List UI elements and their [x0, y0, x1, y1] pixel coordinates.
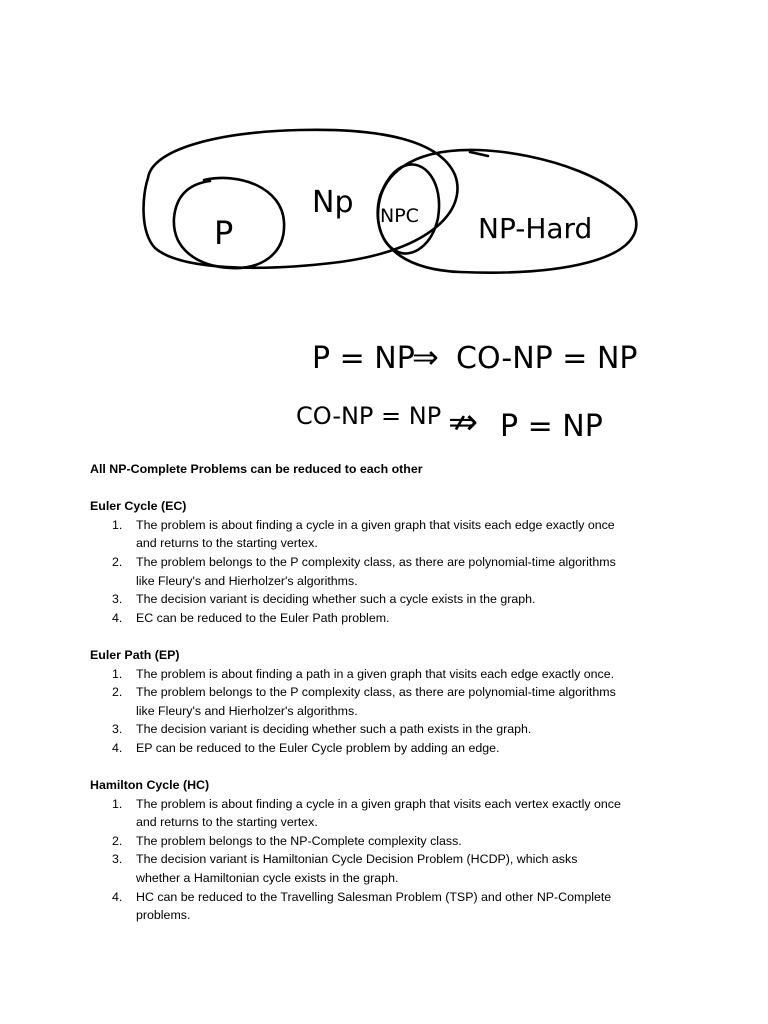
eq2-right: P = NP — [500, 409, 603, 444]
notes — [90, 460, 730, 925]
item-list — [90, 795, 730, 925]
item-number: 1. — [112, 796, 123, 811]
item-number: 1. — [112, 666, 123, 681]
eq2-arrow: ⇏ — [448, 402, 479, 443]
list-item — [90, 720, 730, 739]
label-npc: NPC — [380, 205, 419, 227]
item-number: 2. — [112, 685, 123, 700]
item-text-line: The problem is about finding a cycle in a given graph that visits each vertex exactly once — [136, 796, 621, 811]
item-number: 4. — [112, 740, 123, 755]
list-item — [90, 832, 730, 851]
item-number: 4. — [112, 610, 123, 625]
list-item — [90, 665, 730, 684]
item-text-line: The problem belongs to the P complexity class, as there are polynomial-time algorithms — [136, 685, 616, 700]
section — [90, 776, 730, 925]
complexity-class-diagram — [0, 0, 768, 460]
eq1-arrow: ⇒ — [412, 338, 439, 376]
item-number: 1. — [112, 517, 123, 532]
list-item — [90, 739, 730, 758]
item-text-line: The decision variant is Hamiltonian Cycle Decision Problem (HCDP), which asks — [136, 852, 578, 867]
item-number: 3. — [112, 722, 123, 737]
section — [90, 497, 730, 627]
item-number: 3. — [112, 592, 123, 607]
section — [90, 646, 730, 758]
label-np: Np — [312, 185, 354, 220]
eq1-right: CO-NP = NP — [456, 341, 638, 376]
item-number: 4. — [112, 889, 123, 904]
section-title: Euler Path (EP) — [90, 647, 180, 662]
item-text-line: The problem is about finding a path in a given graph that visits each edge exactly once. — [136, 666, 615, 681]
item-list — [90, 665, 730, 758]
list-item — [90, 683, 730, 720]
list-item — [90, 516, 730, 553]
item-text-line: The decision variant is deciding whether such a path exists in the graph. — [136, 722, 532, 737]
list-item — [90, 888, 730, 925]
list-item — [90, 590, 730, 609]
section-title: Hamilton Cycle (HC) — [90, 778, 210, 793]
item-text-line: and returns to the starting vertex. — [136, 536, 318, 551]
item-text-line: The problem belongs to the NP-Complete complexity class. — [136, 833, 462, 848]
item-number: 2. — [112, 833, 123, 848]
list-item — [90, 553, 730, 590]
np-ellipse — [144, 130, 458, 268]
eq1-left: P = NP — [312, 341, 415, 376]
list-item — [90, 795, 730, 832]
item-text-line: The problem is about finding a cycle in a given graph that visits each edge exactly once — [136, 517, 615, 532]
item-number: 3. — [112, 852, 123, 867]
item-list — [90, 516, 730, 628]
item-text-line: EP can be reduced to the Euler Cycle problem by adding an edge. — [136, 740, 500, 755]
item-text-line: like Fleury's and Hierholzer's algorithms. — [136, 703, 358, 718]
list-item — [90, 609, 730, 628]
notes-sections — [90, 497, 730, 925]
item-text-line: The decision variant is deciding whether such a cycle exists in the graph. — [136, 592, 536, 607]
eq2-left: CO-NP = NP — [296, 402, 442, 430]
item-text-line: and returns to the starting vertex. — [136, 815, 318, 830]
item-text-line: The problem belongs to the P complexity class, as there are polynomial-time algorithms — [136, 554, 616, 569]
item-text-line: EC can be reduced to the Euler Path problem. — [136, 610, 390, 625]
notes-heading: All NP-Complete Problems can be reduced to each other — [90, 462, 423, 476]
item-text-line: problems. — [136, 908, 191, 923]
label-np-hard: NP-Hard — [478, 212, 593, 245]
label-p: P — [214, 214, 234, 252]
item-number: 2. — [112, 554, 123, 569]
section-title: Euler Cycle (EC) — [90, 499, 187, 514]
item-text-line: whether a Hamiltonian cycle exists in the graph. — [136, 871, 399, 886]
list-item — [90, 850, 730, 887]
item-text-line: like Fleury's and Hierholzer's algorithms. — [136, 573, 358, 588]
item-text-line: HC can be reduced to the Travelling Salesman Problem (TSP) and other NP-Complete — [136, 889, 612, 904]
np-hard-ellipse-tail — [470, 152, 488, 156]
